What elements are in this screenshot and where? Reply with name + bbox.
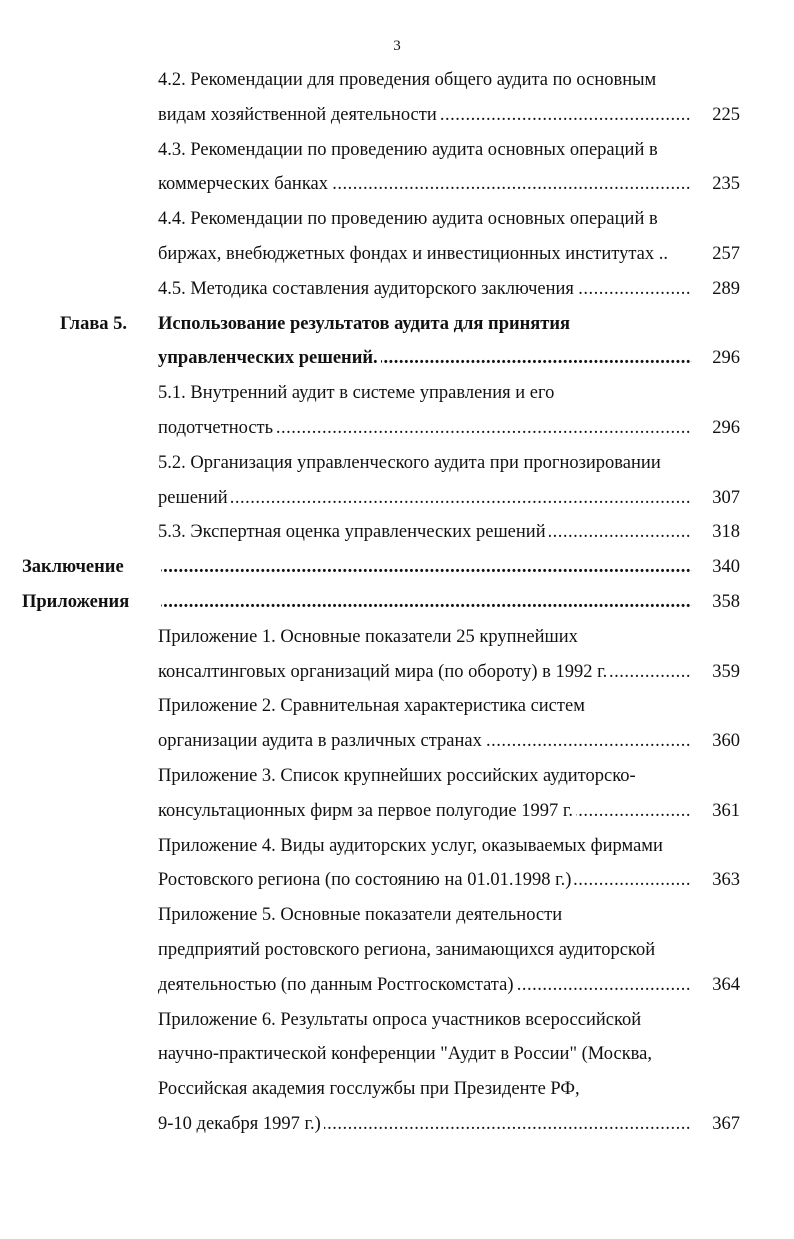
toc-appendix-6[interactable] bbox=[0, 1003, 794, 1038]
toc-conclusion[interactable] bbox=[0, 550, 794, 585]
toc-page-number: 307 bbox=[712, 487, 740, 508]
toc-appendix-3[interactable] bbox=[0, 759, 794, 794]
toc-page-number: 360 bbox=[712, 731, 740, 752]
toc-entry-title: 5.1. Внутренний аудит в системе управления и его bbox=[158, 383, 555, 404]
toc-entry-4-3-cont[interactable] bbox=[0, 167, 794, 202]
toc-page-number: 340 bbox=[712, 557, 740, 578]
toc-page-number: 364 bbox=[712, 974, 740, 995]
toc-entry-title: 4.4. Рекомендации по проведению аудита основных операций в bbox=[158, 209, 658, 230]
toc-page-number: 363 bbox=[712, 870, 740, 891]
dot-leader: деятельностью (по данным Ростгоскомстата) ..... bbox=[158, 968, 692, 1003]
toc-appendix-6-line3[interactable] bbox=[0, 1072, 794, 1107]
toc-chapter-5-cont[interactable] bbox=[0, 341, 794, 376]
dot-leader: решений ..... bbox=[158, 481, 692, 516]
toc-entry-title: 4.2. Рекомендации для проведения общего аудита по основным bbox=[158, 70, 657, 90]
dot-leader: Ростовского региона (по состоянию на 01.01.1998 г.) ..... bbox=[158, 863, 692, 898]
toc-page-number: 289 bbox=[712, 278, 740, 299]
dot-leader: видам хозяйственной деятельности ..... bbox=[158, 98, 692, 133]
toc-appendix-4[interactable] bbox=[0, 829, 794, 864]
toc-entry-4-4[interactable] bbox=[0, 202, 794, 237]
toc-entry-title: Приложение 2. Сравнительная характеристика систем bbox=[158, 696, 585, 717]
toc-entry-title: Российская академия госслужбы при Президенте РФ, bbox=[158, 1079, 580, 1100]
dot-leader: коммерческих банках ..... bbox=[158, 167, 692, 202]
toc-entry-5-1-cont[interactable] bbox=[0, 411, 794, 446]
toc-appendix-1[interactable] bbox=[0, 620, 794, 655]
toc-appendix-6-line2[interactable] bbox=[0, 1037, 794, 1072]
toc-appendix-3-cont[interactable] bbox=[0, 794, 794, 829]
toc-appendices[interactable] bbox=[0, 585, 794, 620]
toc-page-number: 296 bbox=[712, 348, 740, 369]
toc-entry-4-4-cont[interactable] bbox=[0, 237, 794, 272]
toc-entry-title: Приложение 6. Результаты опроса участников всероссийской bbox=[158, 1009, 642, 1030]
toc-appendix-5-cont[interactable] bbox=[0, 968, 794, 1003]
toc-page-number: 359 bbox=[712, 661, 740, 682]
chapter-title: Использование результатов аудита для принятия bbox=[158, 313, 571, 334]
table-of-contents bbox=[0, 63, 794, 1142]
section-label: Приложения bbox=[22, 591, 130, 612]
toc-appendix-2[interactable] bbox=[0, 689, 794, 724]
toc-entry-title: научно-практической конференции "Аудит в России" (Москва, bbox=[158, 1044, 653, 1065]
toc-entry-title: Приложение 5. Основные показатели деятельности bbox=[158, 905, 563, 926]
toc-page-number: 358 bbox=[712, 591, 740, 612]
toc-entry-title: предприятий ростовского региона, занимающихся аудиторской bbox=[158, 939, 656, 960]
dot-leader: 4.5. Методика составления аудиторского заключения ..... bbox=[158, 272, 692, 307]
toc-page-number: 318 bbox=[712, 522, 740, 543]
page-number: 3 bbox=[393, 38, 401, 54]
section-label: Заключение bbox=[22, 557, 124, 578]
toc-entry-title: 4.3. Рекомендации по проведению аудита основных операций в bbox=[158, 139, 658, 160]
toc-page-number: 235 bbox=[712, 174, 740, 195]
dot-leader: 5.3. Экспертная оценка управленческих решений ..... bbox=[158, 515, 692, 550]
toc-entry-title: Приложение 3. Список крупнейших российских аудиторско- bbox=[158, 765, 636, 786]
toc-page-number: 257 bbox=[712, 243, 740, 264]
dot-leader: организации аудита в различных странах ..... bbox=[158, 724, 692, 759]
toc-entry-5-1[interactable] bbox=[0, 376, 794, 411]
toc-appendix-6-cont[interactable] bbox=[0, 1107, 794, 1142]
toc-entry-title: Приложение 1. Основные показатели 25 крупнейших bbox=[158, 626, 578, 647]
dot-leader: 9-10 декабря 1997 г.) ..... bbox=[158, 1107, 692, 1142]
toc-entry-4-3[interactable] bbox=[0, 133, 794, 168]
toc-entry-4-2[interactable] bbox=[0, 63, 794, 98]
toc-appendix-1-cont[interactable] bbox=[0, 655, 794, 690]
toc-page-number: 361 bbox=[712, 800, 740, 821]
toc-entry-title: Приложение 4. Виды аудиторских услуг, оказываемых фирмами bbox=[158, 835, 663, 856]
toc-entry-5-3[interactable] bbox=[0, 515, 794, 550]
toc-appendix-2-cont[interactable] bbox=[0, 724, 794, 759]
toc-chapter-5[interactable] bbox=[0, 307, 794, 342]
dot-leader: консалтинговых организаций мира (по обороту) в 1992 г. ..... bbox=[158, 655, 692, 690]
toc-appendix-5[interactable] bbox=[0, 898, 794, 933]
dot-leader: консультационных фирм за первое полугодие 1997 г. ..... bbox=[158, 794, 692, 829]
toc-entry-title: 5.2. Организация управленческого аудита при прогнозировании bbox=[158, 452, 661, 473]
toc-appendix-4-cont[interactable] bbox=[0, 863, 794, 898]
toc-entry-5-2-cont[interactable] bbox=[0, 481, 794, 516]
dot-leader bbox=[158, 585, 692, 620]
toc-entry-4-2-cont[interactable] bbox=[0, 98, 794, 133]
toc-entry-5-2[interactable] bbox=[0, 446, 794, 481]
toc-page-number: 296 bbox=[712, 417, 740, 438]
toc-page-number: 367 bbox=[712, 1113, 740, 1134]
toc-appendix-5-line2[interactable] bbox=[0, 933, 794, 968]
toc-entry-title: биржах, внебюджетных фондах и инвестиционных институтах .. bbox=[158, 243, 668, 264]
chapter-label: Глава 5. bbox=[60, 313, 128, 334]
toc-page-number: 225 bbox=[712, 104, 740, 125]
toc-entry-4-5[interactable] bbox=[0, 272, 794, 307]
dot-leader bbox=[158, 550, 692, 585]
dot-leader: подотчетность ..... bbox=[158, 411, 692, 446]
dot-leader: управленческих решений. ..... bbox=[158, 341, 692, 376]
